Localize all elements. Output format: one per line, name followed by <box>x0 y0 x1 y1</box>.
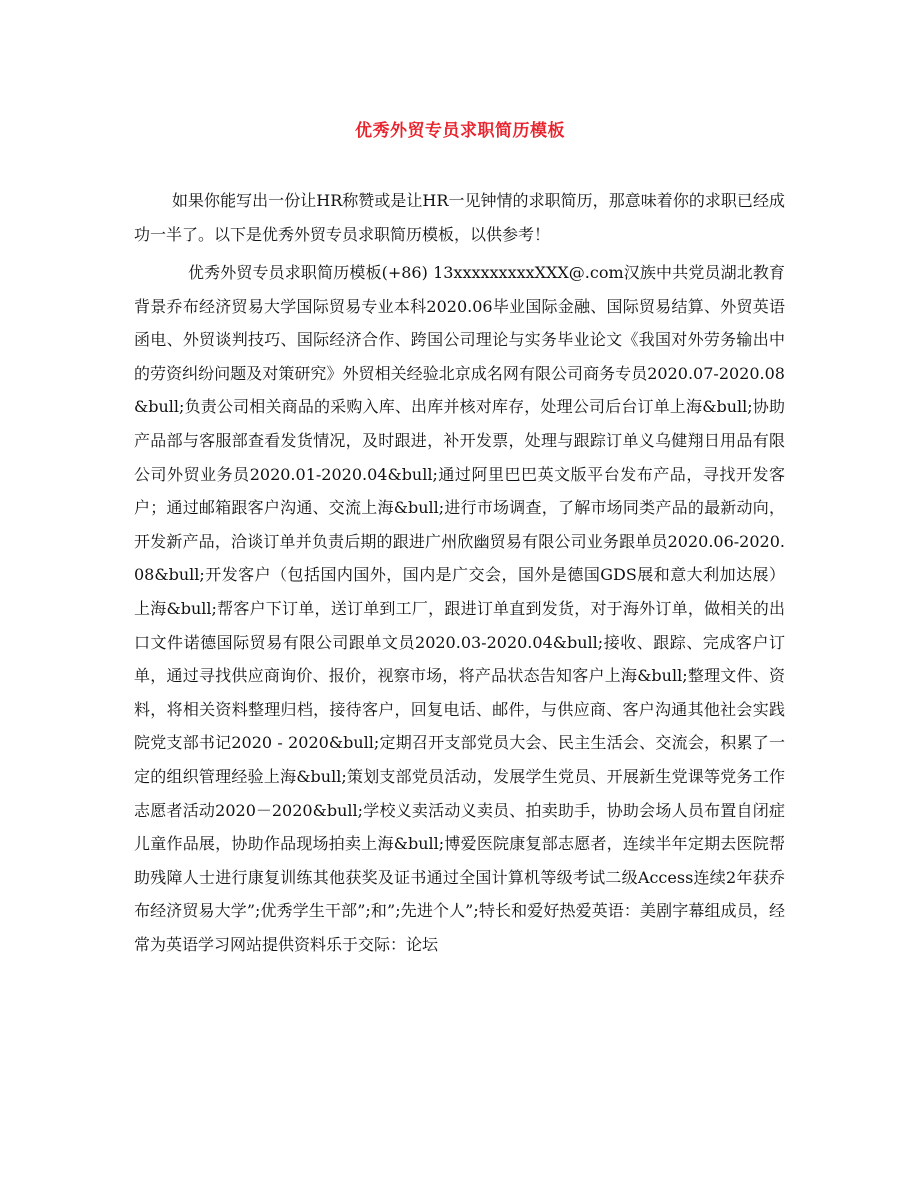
intro-paragraph: 如果你能写出一份让HR称赞或是让HR一见钟情的求职简历，那意味着你的求职已经成功一半了。以下是优秀外贸专员求职简历模板，以供参考！ <box>134 191 785 244</box>
resume-body-paragraph: 优秀外贸专员求职简历模板(+86) 13xxxxxxxxxXXX@.com汉族中共党员湖北教育背景乔布经济贸易大学国际贸易专业本科2020.06毕业国际金融、国际贸易结算、外贸英语函电、外贸谈判技巧、国际经济合作、跨国公司理论与实务毕业论文《我国对外劳务输出中的劳资纠纷问题及对策研究》外贸相关经验北京成名网有限公司商务专员2020.07-2020.08&bull;负责公司相关商品的采购入库、出库并核对库存，处理公司后台订单上海&bull;协助产品部与客服部查看发货情况，及时跟进，补开发票，处理与跟踪订单义乌健翔日用品有限公司外贸业务员2020.01-2020.04&bull;通过阿里巴巴英文版平台发布产品，寻找开发客户；通过邮箱跟客户沟通、交流上海&bull;进行市场调查，了解市场同类产品的最新动向，开发新产品，洽谈订单并负责后期的跟进广州欣幽贸易有限公司业务跟单员2020.06-2020.08&bull;开发客户（包括国内国外，国内是广交会，国外是德国GDS展和意大利加达展）上海&bull;帮客户下订单，送订单到工厂，跟进订单直到发货，对于海外订单，做相关的出口文件诺德国际贸易有限公司跟单文员2020.03-2020.04&bull;接收、跟踪、完成客户订单，通过寻找供应商询价、报价，视察市场，将产品状态告知客户上海&bull;整理文件、资料，将相关资料整理归档，接待客户，回复电话、邮件，与供应商、客户沟通其他社会实践院党支部书记2020 - 2020&bull;定期召开支部党员大会、民主生活会、交流会，积累了一定的组织管理经验上海&bull;策划支部党员活动，发展学生党员、开展新生党课等党务工作志愿者活动2020－2020&bull;学校义卖活动义卖员、拍卖助手，协助会场人员布置自闭症儿童作品展，协助作品现场拍卖上海&bull;博爱医院康复部志愿者，连续半年定期去医院帮助残障人士进行康复训练其他获奖及证书通过全国计算机等级考试二级Access连续2年获乔布经济贸易大学”;优秀学生干部”;和”;先进个人”;特长和爱好热爱英语：美剧字幕组成员，经常为英语学习网站提供资料乐于交际：论坛 <box>134 263 785 954</box>
document-title: 优秀外贸专员求职简历模板 <box>355 121 565 141</box>
